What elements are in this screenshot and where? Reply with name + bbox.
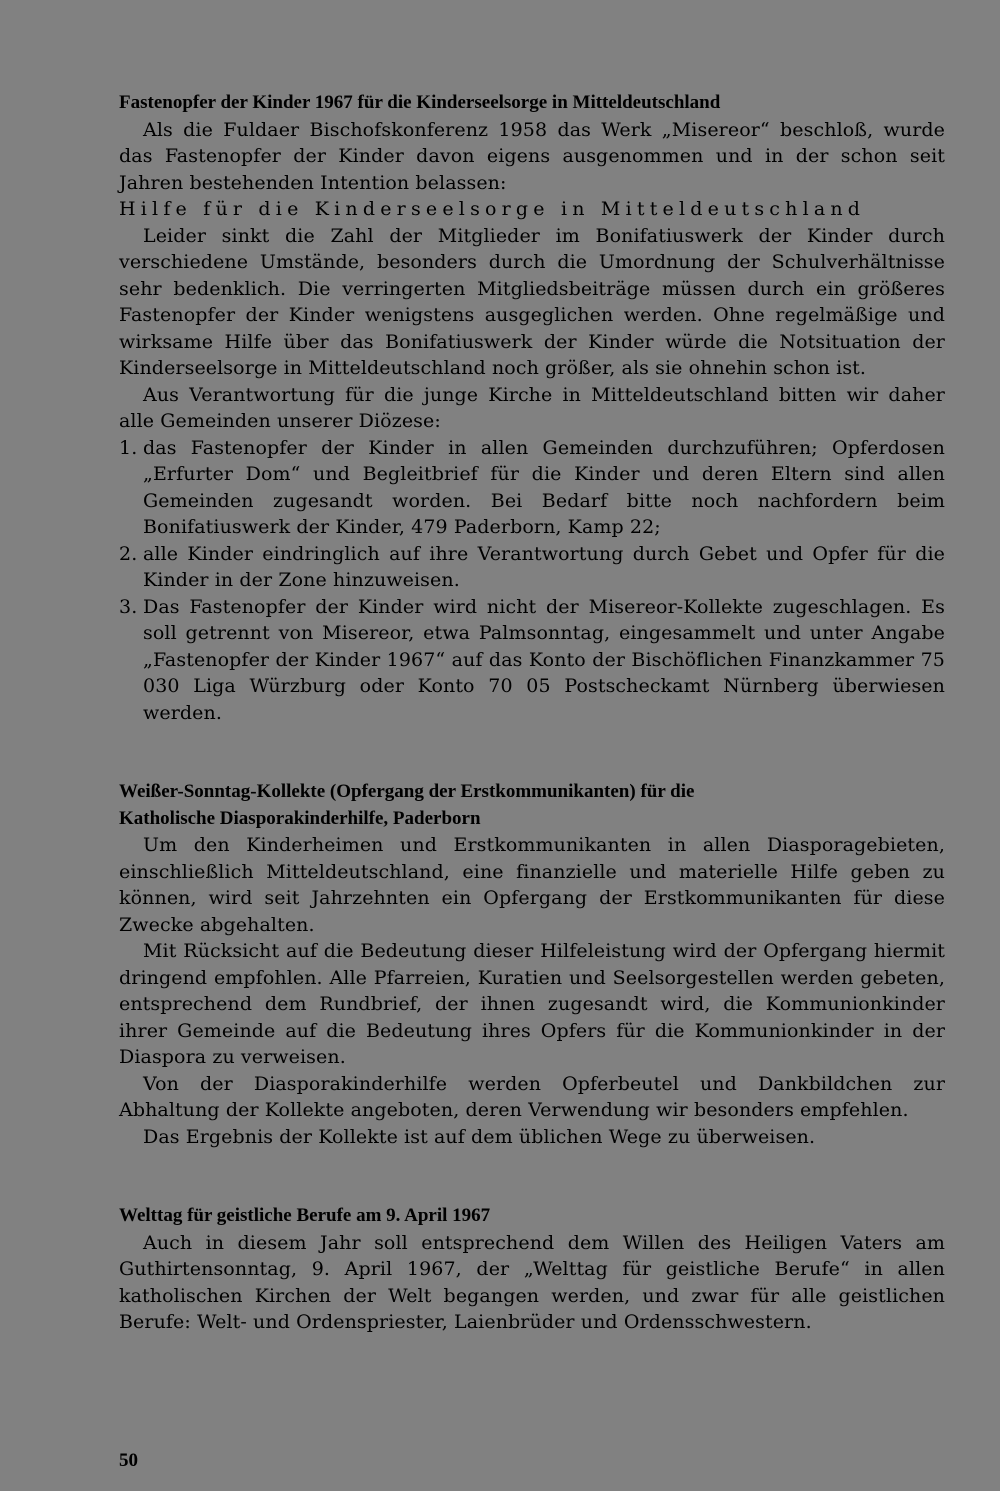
- heading-line: Katholische Diasporakinderhilfe, Paderborn: [119, 807, 481, 829]
- list-item: [119, 435, 945, 541]
- section-heading: Fastenopfer der Kinder 1967 für die Kinderseelsorge in Mitteldeutschland: [119, 92, 721, 113]
- section-spacer: [119, 726, 945, 779]
- list-number: 2.: [119, 542, 138, 565]
- paragraph: Auch in diesem Jahr soll entsprechend dem Willen des Heiligen Vaters am Guthirtensonntag, 9. April 1967, der „Welttag für geistliche Berufe“ in allen katholischen Kirchen der Welt begangen werden, und zwar für alle geistlichen Berufe: Welt- und Ordenspriester, Laienbrüder und Ordensschwestern.: [119, 1231, 945, 1333]
- paragraph: Leider sinkt die Zahl der Mitglieder im Bonifatiuswerk der Kinder durch verschiedene Umstände, besonders durch die Umordnung der Schulverhältnisse sehr bedenklich. Die verringerten Mitgliedsbeiträge müssen durch ein größeres Fastenopfer der Kinder wenigstens ausgeglichen werden. Ohne regelmäßige und wirksame Hilfe über das Bonifatiuswerk der Kinder würde die Notsituation der Kinderseelsorge in Mitteldeutschland noch größer, als sie ohnehin schon ist.: [119, 224, 945, 379]
- section-spacer: [119, 1150, 945, 1203]
- spaced-intention-line: Hilfe für die Kinderseelsorge in Mitteldeutschland: [119, 198, 866, 220]
- page-content: [119, 90, 945, 1336]
- list-text: Das Fastenopfer der Kinder wird nicht der Misereor-Kollekte zugeschlagen. Es soll getrennt von Misereor, etwa Palmsonntag, eingesammelt und unter Angabe „Fastenopfer der Kinder 1967“ auf das Konto der Bischöflichen Finanzkammer 75 030 Liga Würzburg oder Konto 70 05 Postscheckamt Nürnberg überwiesen werden.: [143, 595, 945, 724]
- list-number: 3.: [119, 595, 138, 618]
- paragraph: Aus Verantwortung für die junge Kirche in Mitteldeutschland bitten wir daher alle Gemeinden unserer Diözese:: [119, 383, 945, 432]
- heading-line: Weißer-Sonntag-Kollekte (Opfergang der Erstkommunikanten) für die: [119, 781, 695, 802]
- section-heading: Welttag für geistliche Berufe am 9. April 1967: [119, 1205, 491, 1226]
- list-text: alle Kinder eindringlich auf ihre Verantwortung durch Gebet und Opfer für die Kinder in der Zone hinzuweisen.: [143, 542, 945, 591]
- list-text: das Fastenopfer der Kinder in allen Gemeinden durchzuführen; Opferdosen „Erfurter Dom“ und Begleitbrief für die Kinder und deren Eltern sind allen Gemeinden zugesandt worden. Bei Bedarf bitte noch nachfordern beim Bonifatiuswerk der Kinder, 479 Paderborn, Kamp 22;: [143, 436, 945, 538]
- list-item: [119, 541, 945, 594]
- paragraph: Mit Rücksicht auf die Bedeutung dieser Hilfeleistung wird der Opfergang hiermit dringend empfohlen. Alle Pfarreien, Kuratien und Seelsorgestellen werden gebeten, entsprechend dem Rundbrief, der ihnen zugesandt wird, die Kommunionkinder ihrer Gemeinde auf die Bedeutung ihres Opfers für die Kommunionkinder in der Diaspora zu verweisen.: [119, 940, 945, 1068]
- paragraph: Das Ergebnis der Kollekte ist auf dem üblichen Wege zu überweisen.: [143, 1125, 816, 1148]
- section-welttag: [119, 1203, 945, 1336]
- list-number: 1.: [119, 436, 138, 459]
- section-heading: [119, 779, 945, 832]
- paragraph: Von der Diasporakinderhilfe werden Opferbeutel und Dankbildchen zur Abhaltung der Kollekte angeboten, deren Verwendung wir besonders empfehlen.: [119, 1072, 945, 1121]
- paragraph: Um den Kinderheimen und Erstkommunikanten in allen Diasporagebieten, einschließlich Mitteldeutschland, eine finanzielle und materielle Hilfe geben zu können, wird seit Jahrzehnten ein Opfergang der Erstkommunikanten für diese Zwecke abgehalten.: [119, 834, 945, 936]
- section-fastenopfer: [119, 90, 945, 726]
- section-weisser-sonntag: [119, 779, 945, 1150]
- paragraph: Als die Fuldaer Bischofskonferenz 1958 das Werk „Misereor“ beschloß, wurde das Fastenopfer der Kinder davon eigens ausgenommen und in der schon seit Jahren bestehenden Intention belassen:: [119, 118, 945, 194]
- page-number: 50: [119, 1450, 138, 1471]
- request-list: [119, 435, 945, 727]
- list-item: [119, 594, 945, 727]
